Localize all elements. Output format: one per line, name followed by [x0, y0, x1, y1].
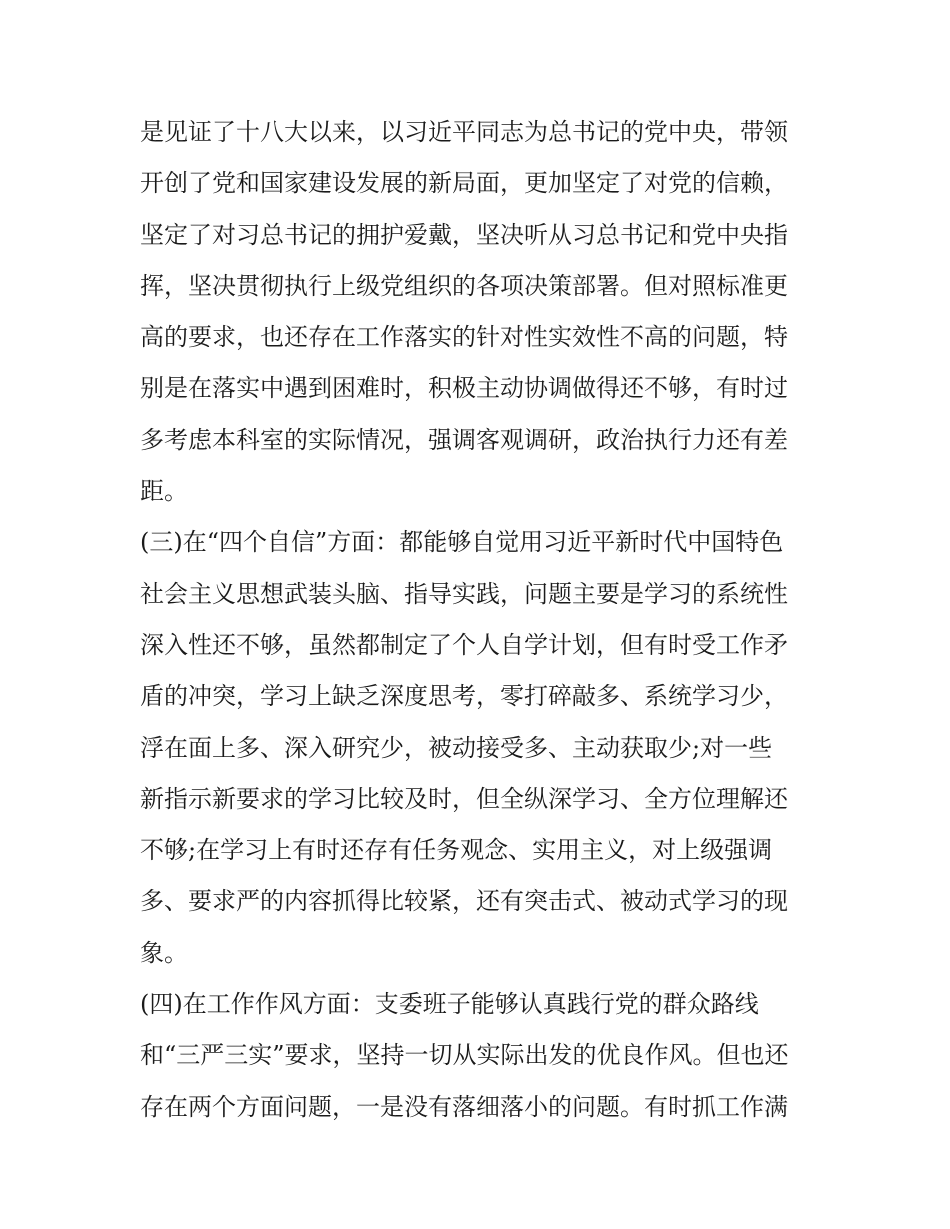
- text-line: 别是在落实中遇到困难时，积极主动协调做得还不够，有时过: [140, 374, 788, 403]
- text-line: 高的要求，也还存在工作落实的针对性实效性不高的问题，特: [140, 323, 788, 352]
- text-line: 挥，坚决贯彻执行上级党组织的各项决策部署。但对照标准更: [140, 271, 788, 300]
- text-line: 社会主义思想武装头脑、指导实践，问题主要是学习的系统性: [140, 579, 788, 608]
- text-line: 是见证了十八大以来，以习近平同志为总书记的党中央，带领: [140, 118, 788, 146]
- text-line: 象。: [140, 938, 188, 967]
- text-line: 存在两个方面问题，一是没有落细落小的问题。有时抓工作满: [140, 1092, 788, 1121]
- text-line: 不够;在学习上有时还存有任务观念、实用主义，对上级强调: [140, 836, 773, 865]
- text-line: 和“三严三实”要求，坚持一切从实际出发的优良作风。但也还: [140, 1041, 789, 1070]
- body-text: [140, 107, 820, 1133]
- text-line: 新指示新要求的学习比较及时，但全纵深学习、全方位理解还: [140, 784, 788, 813]
- text-line: 深入性还不够，虽然都制定了个人自学计划，但有时受工作矛: [140, 630, 788, 659]
- text-line: 坚定了对习总书记的拥护爱戴，坚决听从习总书记和党中央指: [140, 220, 788, 249]
- text-line: 多考虑本科室的实际情况，强调客观调研，政治执行力还有差: [140, 425, 788, 454]
- text-line: 多、要求严的内容抓得比较紧，还有突击式、被动式学习的现: [140, 887, 788, 916]
- text-line: 开创了党和国家建设发展的新局面，更加坚定了对党的信赖，: [140, 169, 788, 198]
- section-heading-line: (三)在“四个自信”方面：都能够自觉用习近平新时代中国特色: [140, 528, 784, 557]
- text-line: 浮在面上多、深入研究少，被动接受多、主动获取少;对一些: [140, 733, 773, 762]
- text-line: 盾的冲突，学习上缺乏深度思考，零打碎敲多、系统学习少，: [140, 682, 788, 711]
- section-heading-line: (四)在工作作风方面：支委班子能够认真践行党的群众路线: [140, 990, 759, 1019]
- text-line: 距。: [140, 477, 188, 506]
